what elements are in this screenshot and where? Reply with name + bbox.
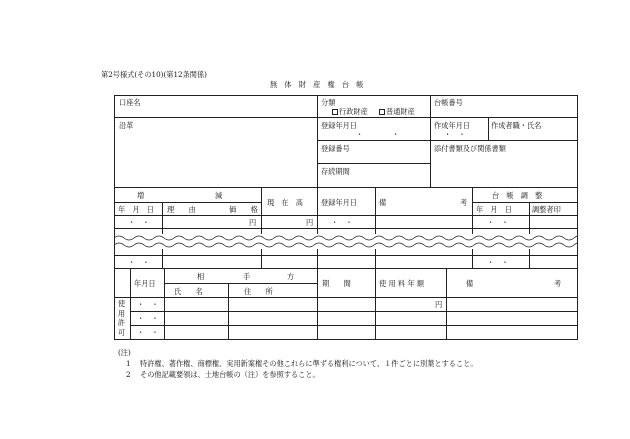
partner-label-1: 相 (197, 272, 205, 281)
creator-label: 作成者職・氏名 (491, 121, 542, 130)
rule (228, 283, 229, 339)
yen-unit: 円 (306, 218, 314, 227)
rule (317, 187, 318, 234)
duration-label: 存続期間 (321, 167, 350, 176)
rule (114, 202, 261, 203)
change-registration-date-label: 登録年月日 (321, 198, 357, 207)
date-dots: ・ ・ (487, 218, 509, 227)
partner-label-2: 手 (243, 272, 251, 281)
rule (529, 202, 530, 234)
form-number: 第2号様式(その10)(第12条関係) (101, 70, 207, 79)
rule (114, 297, 578, 298)
created-date-dots: ・ ・ (444, 130, 466, 139)
rule (114, 255, 578, 256)
current-amount-label: 現 在 高 (267, 198, 303, 207)
rule (317, 268, 318, 339)
history-label: 沿革 (119, 121, 134, 130)
class-option-admin[interactable]: 行政財産 (332, 107, 368, 116)
rule (114, 95, 115, 340)
rule (317, 95, 318, 187)
decrease-label: 減 (215, 191, 223, 200)
checkbox-icon (379, 109, 385, 115)
rule (162, 249, 163, 268)
note-2-number: 2 (126, 370, 131, 379)
license-remarks-label-2: 考 (554, 279, 562, 288)
rule (114, 339, 578, 340)
partner-name-label: 氏 名 (174, 287, 203, 296)
note-1-text: 特許権、著作権、商標権、実用新案権その他これらに準ずる権利について、１件ごとに別葉とすること。 (140, 359, 478, 368)
note-2-text: その他記載要領は、土地台帳の（注）を参照すること。 (140, 370, 320, 379)
rule (114, 117, 317, 118)
rule (317, 117, 578, 118)
rule (162, 202, 163, 234)
rule (529, 249, 530, 268)
col-adjust-stamp-label: 調整者印 (532, 205, 561, 214)
rule (261, 249, 262, 268)
rule (375, 249, 376, 268)
table-break-wave (114, 234, 578, 250)
col-price-label: 価 格 (229, 205, 258, 214)
rule (261, 187, 262, 234)
rule (317, 163, 430, 164)
rule (114, 215, 578, 216)
date-dots: ・ ・ (331, 218, 353, 227)
license-date-label: 年月日 (134, 279, 156, 288)
rule (114, 95, 578, 96)
remarks-label-1: 備 (379, 198, 387, 207)
license-date-dots: ・ ・ (137, 314, 159, 323)
rule (164, 268, 165, 339)
increase-label: 増 (137, 191, 145, 200)
rule (114, 187, 578, 188)
class-label: 分類 (321, 98, 336, 107)
license-date-dots: ・ ・ (137, 300, 159, 309)
rule (375, 268, 376, 339)
class-option-general[interactable]: 普通財産 (379, 107, 415, 116)
license-remarks-label-1: 備 (466, 279, 474, 288)
rule (472, 249, 473, 268)
partner-label-3: 方 (287, 272, 295, 281)
ledger-number-label: 台帳番号 (434, 98, 463, 107)
col-date-label: 年 月 日 (118, 205, 154, 214)
rule (317, 249, 318, 268)
registration-number-label: 登録番号 (321, 144, 350, 153)
col-adjust-date-label: 年 月 日 (476, 205, 512, 214)
license-period-label: 期 間 (322, 279, 351, 288)
rule (375, 187, 376, 234)
rule (130, 325, 578, 326)
license-date-dots: ・ ・ (137, 328, 159, 337)
remarks-label-2: 考 (460, 198, 468, 207)
rule (472, 202, 578, 203)
note-1-number: 1 (126, 359, 131, 368)
license-side-label: 使 用 許 可 (117, 299, 126, 337)
notes-heading: (注) (118, 348, 131, 357)
rule (430, 95, 431, 187)
form-title: 無 体 財 産 権 台 帳 (270, 80, 364, 89)
partner-address-label: 住 所 (244, 287, 273, 296)
rule (114, 268, 578, 269)
rule (446, 268, 447, 339)
checkbox-icon (332, 109, 338, 115)
date-dots: ・ ・ (487, 258, 509, 267)
rule (130, 311, 578, 312)
date-dots: ・ ・ (128, 258, 150, 267)
rule (488, 117, 489, 140)
license-fee-yen-unit: 円 (435, 300, 443, 309)
rule (130, 268, 131, 339)
attachments-label: 添付書類及び関係書類 (434, 144, 506, 153)
ledger-adjust-label: 台 帳 調 整 (492, 191, 543, 200)
created-date-label: 作成年月日 (434, 121, 470, 130)
rule (472, 187, 473, 234)
yen-unit: 円 (249, 218, 257, 227)
col-reason-label: 理 由 (167, 205, 196, 214)
rule (577, 95, 578, 340)
date-dots: ・ ・ (128, 218, 150, 227)
registration-date-dots: ・ ・ (356, 130, 400, 139)
rule (317, 140, 578, 141)
license-fee-label: 使 用 料 年 額 (379, 279, 425, 288)
rule (114, 228, 578, 229)
name-label: 口座名 (119, 98, 141, 107)
rule (164, 283, 317, 284)
registration-date-label: 登録年月日 (321, 121, 357, 130)
